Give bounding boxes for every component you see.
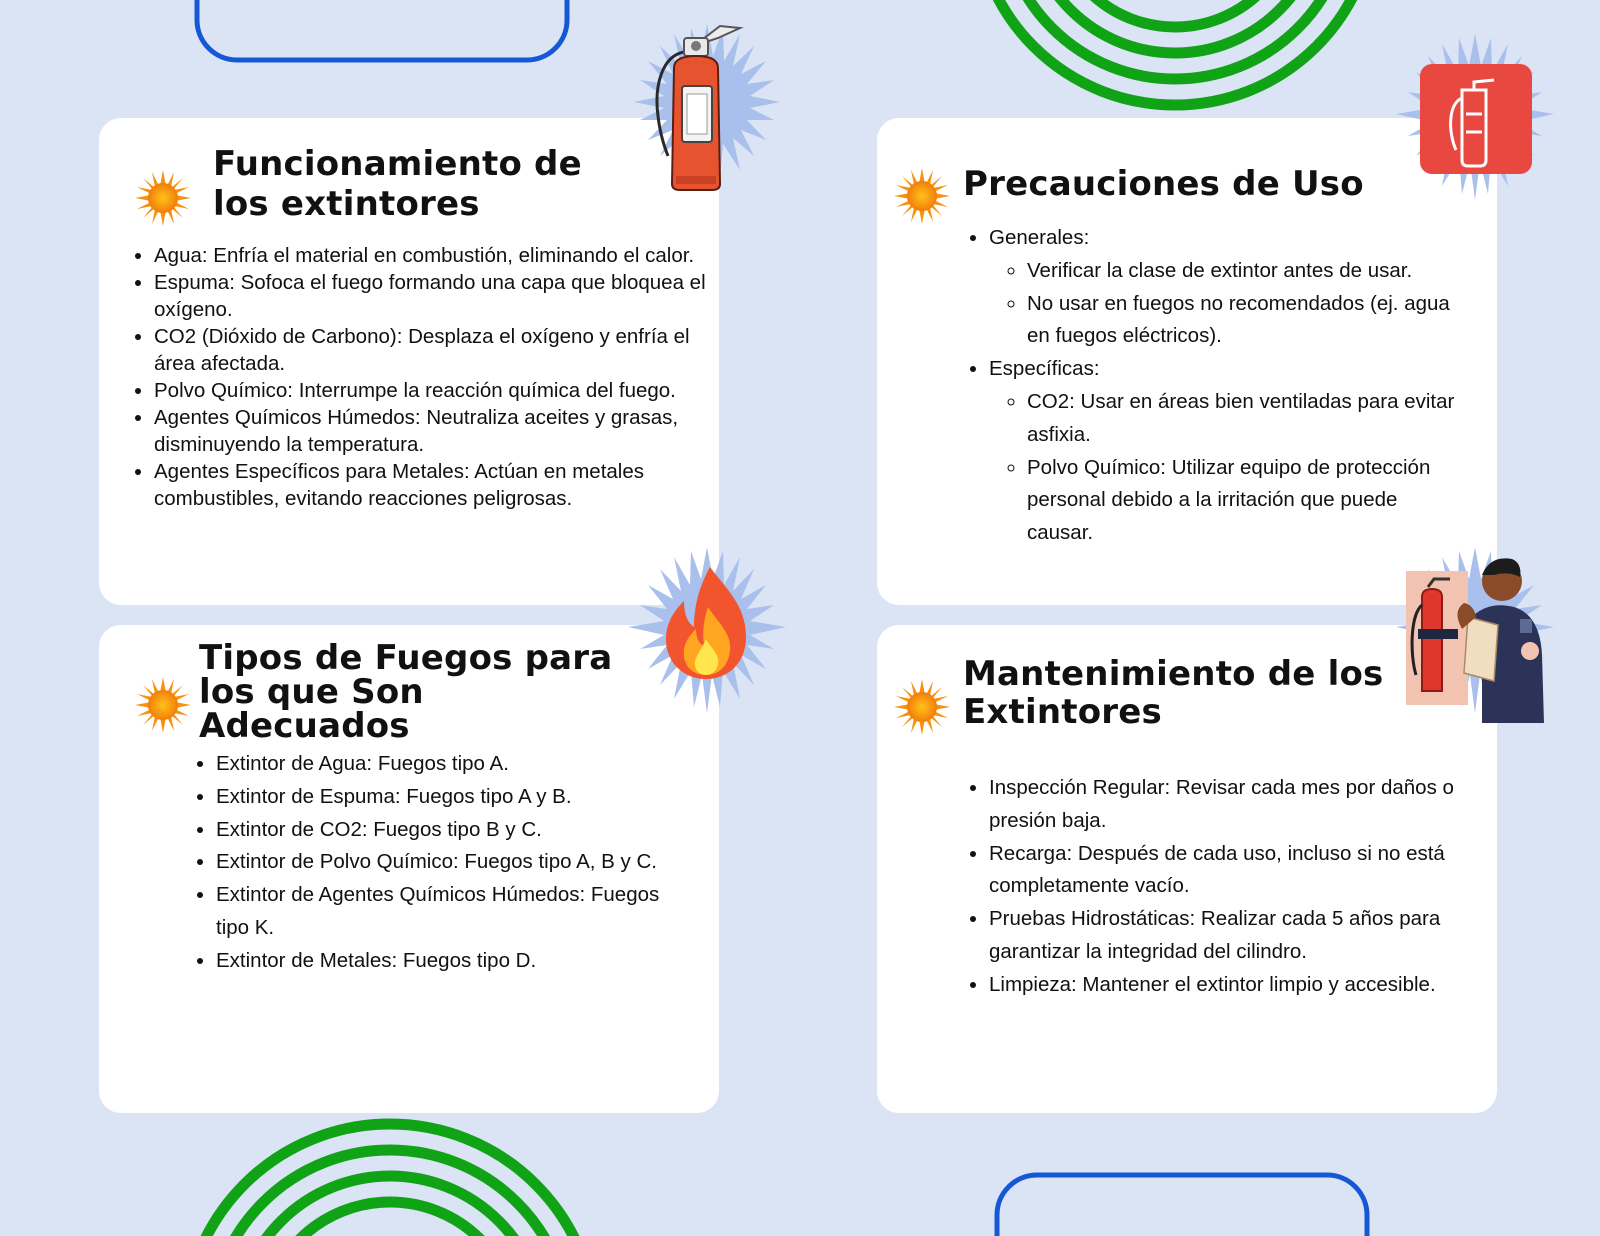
list-item: • Inspección Regular: Revisar cada mes por daños o presión baja. <box>989 772 1459 838</box>
card-list <box>193 748 676 978</box>
list-item: • Agentes Químicos Húmedos: Neutraliza aceites y grasas, disminuyendo la temperatura. <box>154 404 716 458</box>
list-item: • Extintor de Espuma: Fuegos tipo A y B. <box>216 781 676 814</box>
sun-icon <box>894 168 950 224</box>
group-label: Generales: <box>989 226 1090 249</box>
list-item: • Polvo Químico: Interrumpe la reacción química del fuego. <box>154 377 716 404</box>
list-item: • Extintor de CO2: Fuegos tipo B y C. <box>216 814 676 847</box>
sun-icon <box>894 679 950 735</box>
rounded-frame-icon <box>992 1170 1382 1236</box>
card-list <box>966 222 1459 550</box>
group-label: Específicas: <box>989 357 1100 381</box>
list-item: • Agentes Específicos para Metales: Actúan en metales combustibles, evitando reacciones peligrosas. <box>154 458 716 512</box>
sun-icon <box>135 677 191 733</box>
card-title: Tipos de Fuegos para los que Son Adecuados <box>199 638 613 746</box>
list-item: ◦ Verificar la clase de extintor antes de usar. <box>1027 255 1459 288</box>
list-item: • Extintor de Agua: Fuegos tipo A. <box>216 748 676 781</box>
card-title: Funcionamiento de los extintores <box>213 144 582 224</box>
flame-icon <box>622 545 792 715</box>
list-item: • CO2 (Dióxido de Carbono): Desplaza el oxígeno y enfría el área afectada. <box>154 323 716 377</box>
rounded-frame-icon <box>192 0 582 66</box>
concentric-arcs-icon <box>175 1112 605 1236</box>
extinguisher-badge-icon <box>1390 32 1560 202</box>
sub-list <box>989 255 1459 353</box>
list-item: • Agua: Enfría el material en combustión, eliminando el calor. <box>154 242 716 269</box>
list-item: • Recarga: Después de cada uso, incluso si no está completamente vacío. <box>989 838 1459 904</box>
concentric-arcs-icon <box>965 0 1385 118</box>
sun-icon <box>135 170 191 226</box>
list-item: • Extintor de Agentes Químicos Húmedos: Fuegos tipo K. <box>216 879 676 945</box>
list-item <box>989 353 1459 550</box>
card-list <box>966 772 1459 1002</box>
firefighter-icon <box>1390 545 1560 735</box>
list-item: • Espuma: Sofoca el fuego formando una capa que bloquea el oxígeno. <box>154 269 716 323</box>
card-title: Precauciones de Uso <box>963 164 1364 204</box>
list-item: ◦ No usar en fuegos no recomendados (ej. agua en fuegos eléctricos). <box>1027 288 1459 354</box>
list-item: ◦ Polvo Químico: Utilizar equipo de protección personal debido a la irritación que puede causar. <box>1027 452 1459 550</box>
list-item: • Pruebas Hidrostáticas: Realizar cada 5 años para garantizar la integridad del cilindro. <box>989 903 1459 969</box>
sub-list <box>989 386 1459 550</box>
list-item <box>989 222 1459 353</box>
card-list <box>131 242 716 512</box>
list-item: • Extintor de Metales: Fuegos tipo D. <box>216 945 676 978</box>
card-title: Mantenimiento de los Extintores <box>963 654 1384 732</box>
list-item: • Extintor de Polvo Químico: Fuegos tipo A, B y C. <box>216 846 676 879</box>
list-item: ◦ CO2: Usar en áreas bien ventiladas para evitar asfixia. <box>1027 386 1459 452</box>
extinguisher-icon <box>622 16 792 196</box>
list-item: • Limpieza: Mantener el extintor limpio y accesible. <box>989 969 1459 1002</box>
